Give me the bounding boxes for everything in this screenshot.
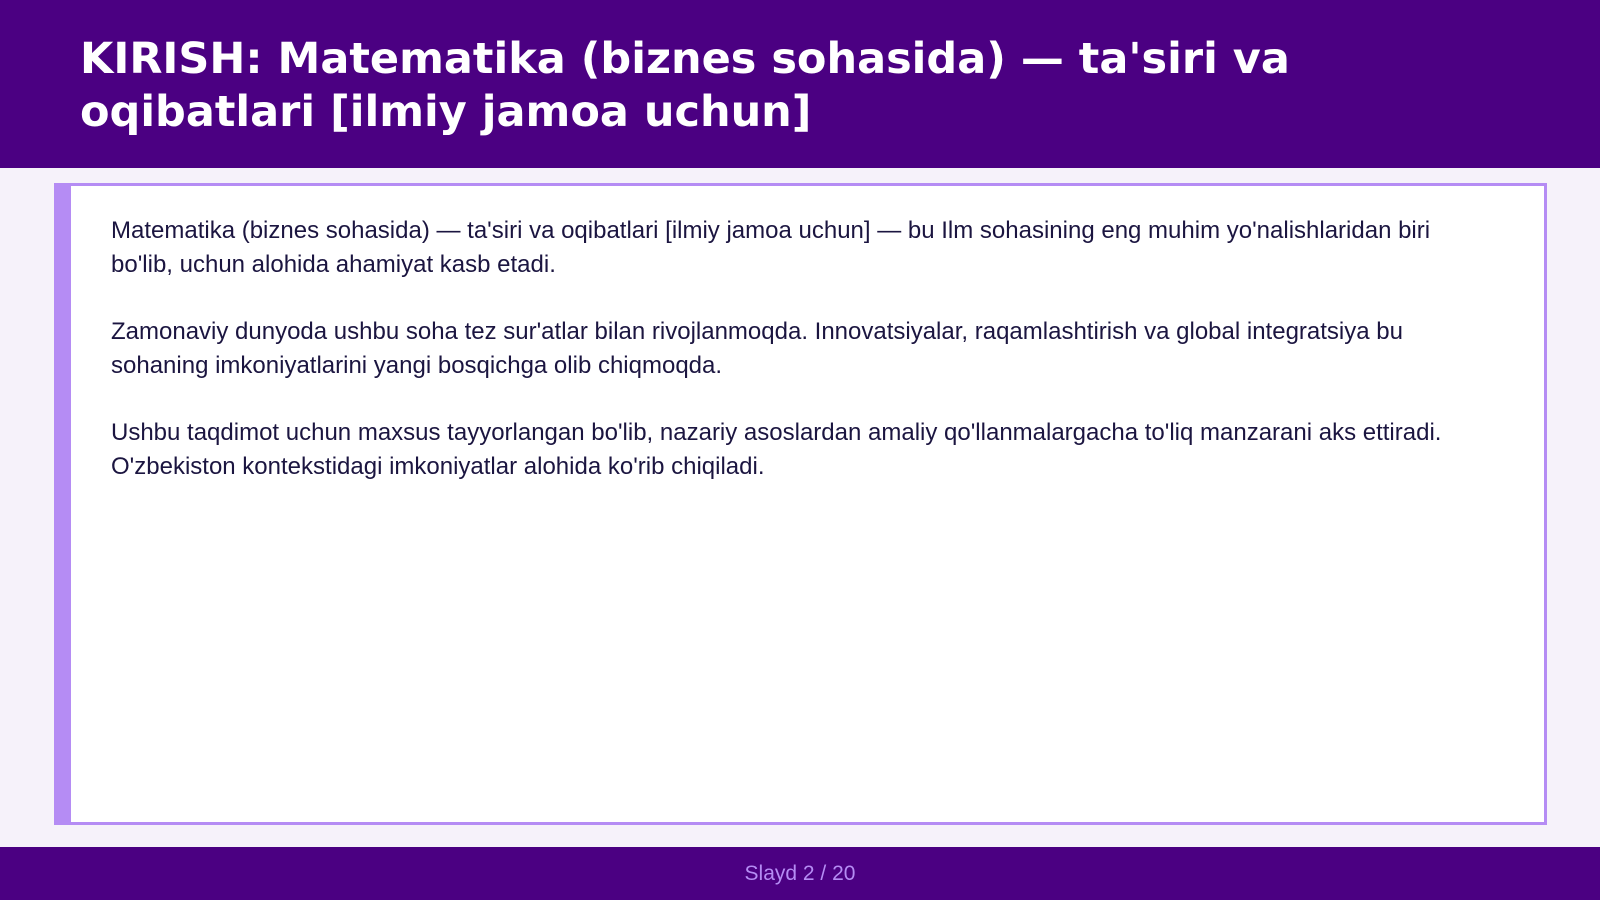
content-paragraph-2: Zamonaviy dunyoda ushbu soha tez sur'atlar bilan rivojlanmoqda. Innovatsiyalar, raqamlashtirish va global integratsiya bu sohaning imkoniyatlarini yangi bosqichga olib chiqmoqda.	[111, 318, 1403, 379]
content-body	[111, 214, 1496, 517]
content-paragraph-1: Matematika (biznes sohasida) — ta'siri va oqibatlari [ilmiy jamoa uchun] — bu Ilm sohasining eng muhim yo'nalishlaridan biri bo'lib, uchun alohida ahamiyat kasb etadi.	[111, 217, 1431, 278]
slide-footer	[0, 847, 1600, 900]
slide-header	[0, 0, 1600, 168]
content-paragraph-3: Ushbu taqdimot uchun maxsus tayyorlangan bo'lib, nazariy asoslardan amaliy qo'llanmalargacha to'liq manzarani aks ettiradi. O'zbekiston kontekstidagi imkoniyatlar alohida ko'rib chiqiladi.	[111, 419, 1442, 480]
slide-title: KIRISH: Matematika (biznes sohasida) — ta'siri va oqibatlari [ilmiy jamoa uchun]	[80, 34, 1290, 137]
slide-counter: Slayd 2 / 20	[744, 861, 856, 885]
content-card	[54, 183, 1547, 825]
